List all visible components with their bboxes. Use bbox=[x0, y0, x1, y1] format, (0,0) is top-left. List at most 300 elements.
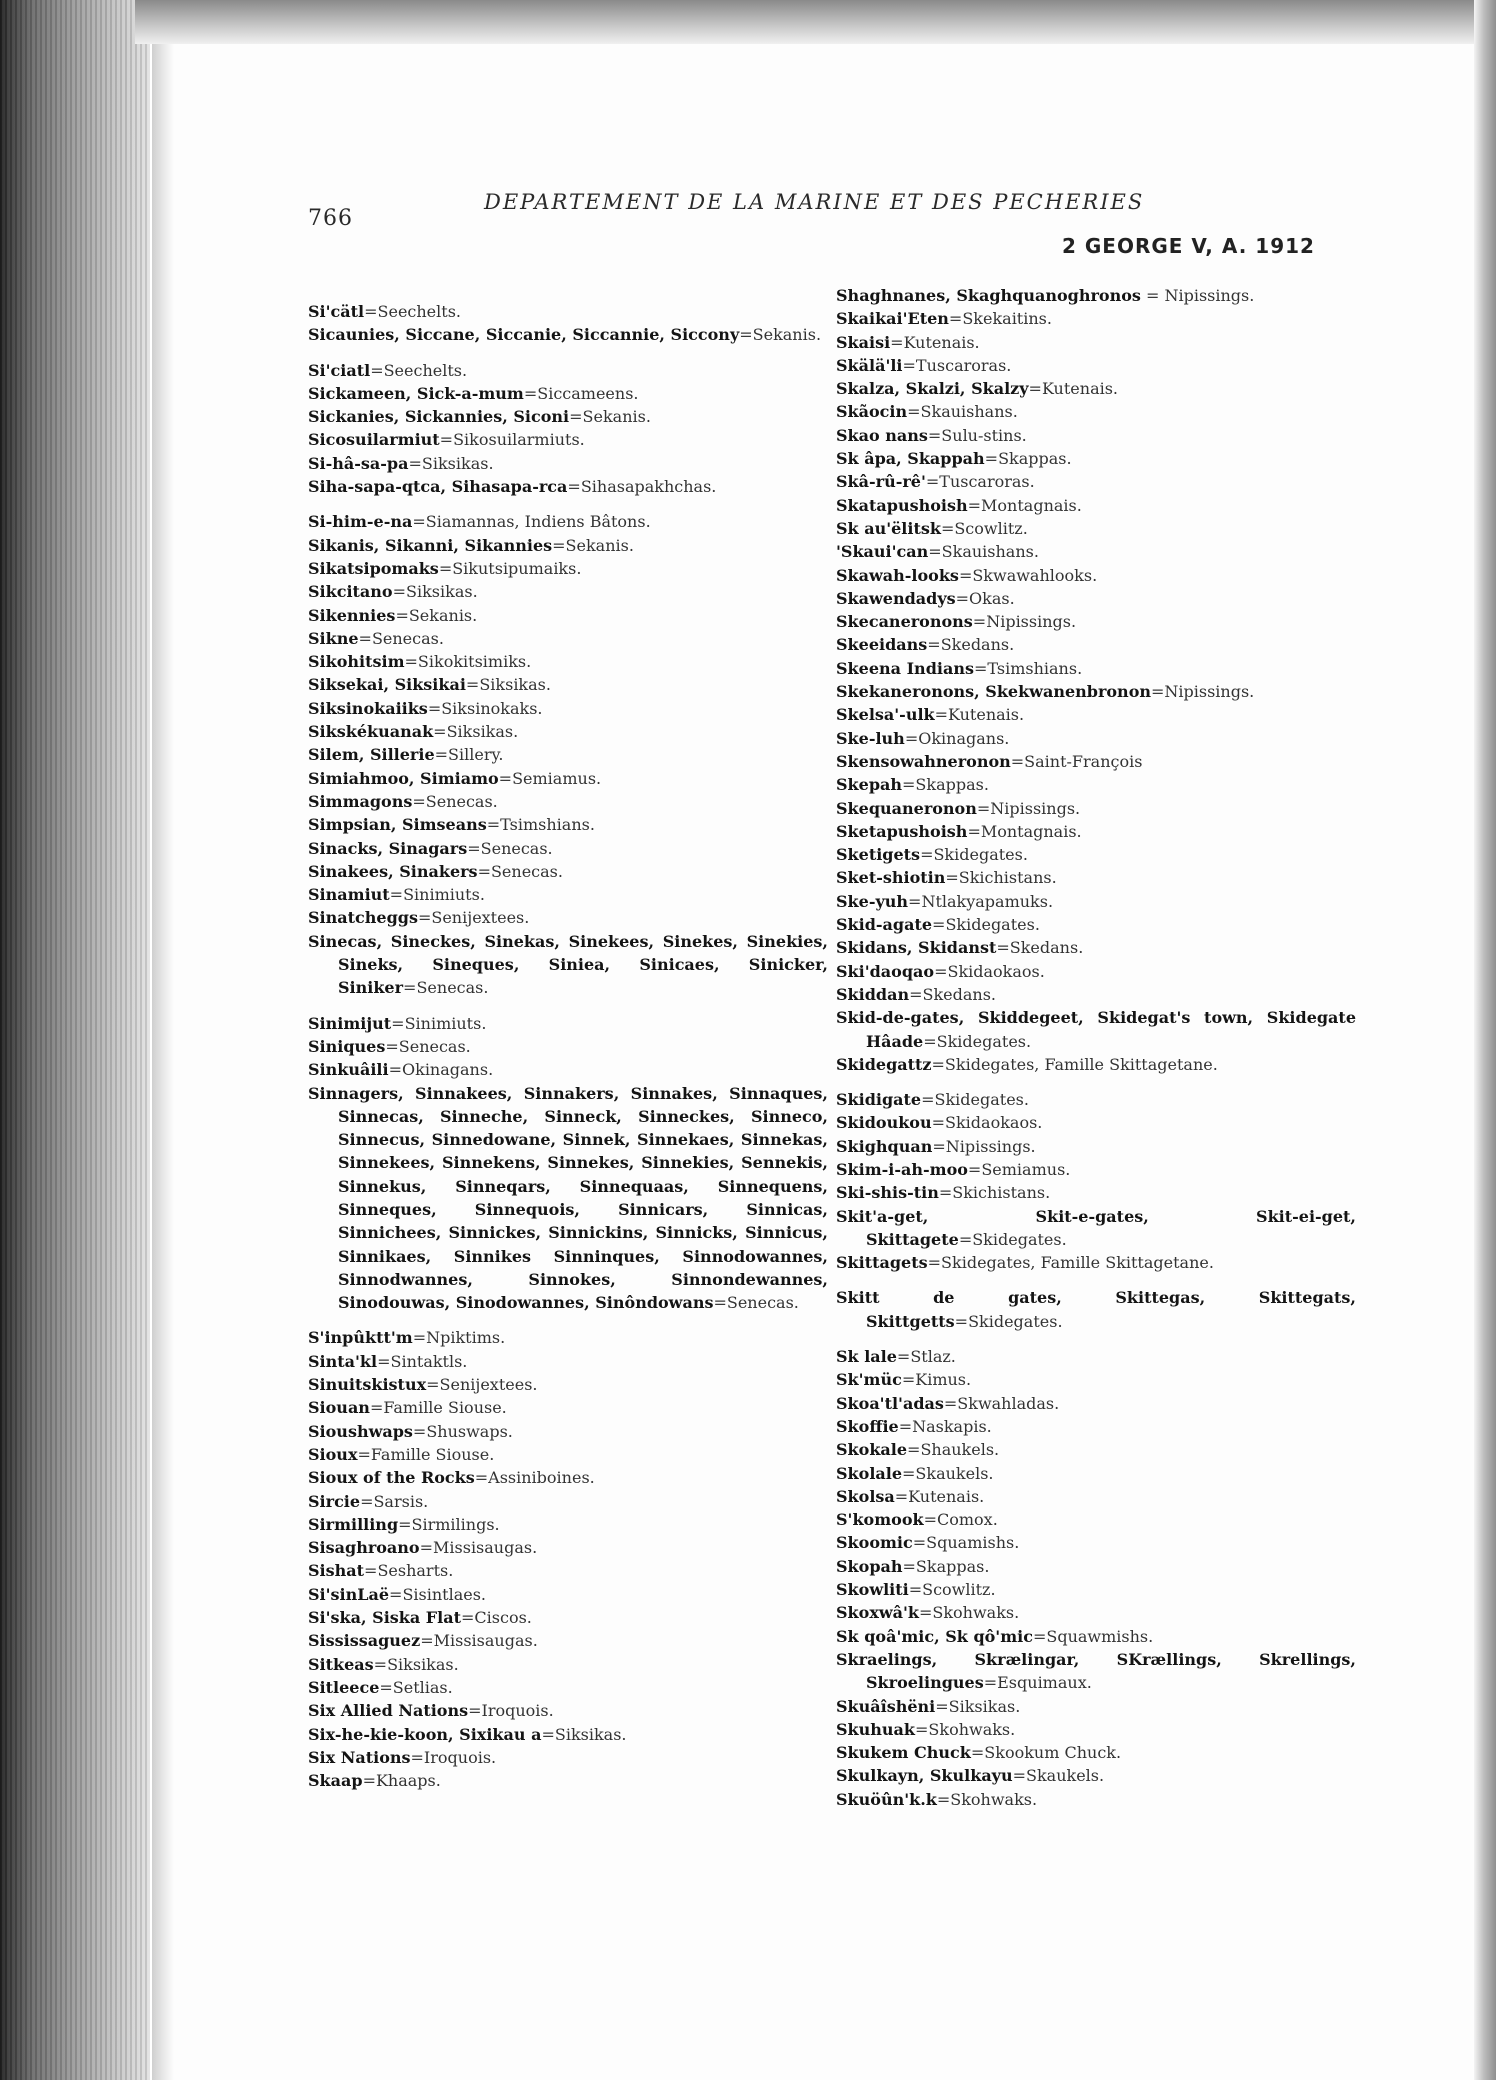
index-entry bbox=[836, 307, 1356, 330]
index-entry bbox=[836, 1764, 1356, 1787]
entry-term: Sikskékuanak bbox=[308, 722, 434, 742]
entry-term: Skidoukou bbox=[836, 1113, 932, 1133]
entry-reference: Khaaps. bbox=[375, 1771, 441, 1791]
entry-reference: Tuscaroras. bbox=[939, 472, 1035, 492]
index-entry bbox=[836, 470, 1356, 493]
entry-term: Skidegattz bbox=[836, 1054, 932, 1074]
equals-sign: = bbox=[932, 1136, 946, 1156]
index-entry bbox=[308, 1536, 828, 1559]
entry-term: Skidigate bbox=[836, 1090, 922, 1110]
entry-term: Skiddan bbox=[836, 984, 910, 1004]
left-column bbox=[308, 300, 828, 1792]
equals-sign: = bbox=[370, 360, 384, 380]
equals-sign: = bbox=[970, 1743, 985, 1763]
index-entry bbox=[836, 1088, 1356, 1111]
equals-sign: = bbox=[909, 984, 923, 1004]
entry-term: Sisaghroano bbox=[308, 1538, 420, 1558]
entry-reference: Skidegates. bbox=[934, 1090, 1029, 1110]
entry-term: Sishat bbox=[308, 1561, 365, 1581]
index-entry bbox=[308, 1723, 828, 1746]
index-entry bbox=[308, 510, 828, 533]
entry-term: Skao nans bbox=[836, 425, 928, 445]
equals-sign: = bbox=[890, 332, 904, 352]
index-entry bbox=[308, 557, 828, 580]
index-entry bbox=[836, 354, 1356, 377]
entry-term: Skittagets bbox=[836, 1253, 928, 1273]
index-entry bbox=[836, 773, 1356, 796]
entry-term: Six-he-kie-koon, Sixikau a bbox=[308, 1724, 542, 1744]
equals-sign: = bbox=[474, 1468, 489, 1488]
entry-reference: Sinimiuts. bbox=[404, 1013, 487, 1033]
equals-sign: = bbox=[967, 1159, 982, 1179]
entry-reference: Ciscos. bbox=[474, 1608, 532, 1628]
index-entry bbox=[308, 604, 828, 627]
entry-reference: Skookum Chuck. bbox=[984, 1743, 1122, 1763]
index-entry bbox=[308, 1629, 828, 1652]
equals-sign: = bbox=[898, 1416, 913, 1436]
entry-reference: Sekanis. bbox=[582, 407, 651, 427]
index-entry bbox=[308, 323, 828, 346]
entry-reference: Sikosuilarmiuts. bbox=[453, 430, 585, 450]
entry-reference: Shaukels. bbox=[920, 1440, 1000, 1460]
entry-reference: Seechelts. bbox=[377, 302, 461, 321]
entry-reference: Shuswaps. bbox=[426, 1421, 513, 1441]
index-entry bbox=[836, 1158, 1356, 1181]
entry-reference: Senecas. bbox=[398, 1036, 471, 1056]
equals-sign: = bbox=[984, 449, 999, 469]
equals-sign: = bbox=[931, 1113, 946, 1133]
entry-term: Silem, Sillerie bbox=[308, 745, 435, 765]
equals-sign: = bbox=[388, 1060, 402, 1080]
index-entry bbox=[308, 1396, 828, 1419]
entry-reference: Skappas. bbox=[915, 1556, 990, 1576]
index-entry bbox=[308, 1746, 828, 1769]
entry-reference: Npiktims. bbox=[426, 1328, 506, 1348]
entry-reference: Senecas. bbox=[490, 861, 563, 881]
entry-reference: Siamannas, Indiens Bâtons. bbox=[425, 512, 651, 532]
entry-reference: Sekanis. bbox=[565, 535, 634, 555]
index-entry bbox=[836, 960, 1356, 983]
entry-term: Skekaneronons, Skekwanenbronon bbox=[836, 682, 1151, 702]
equals-sign: = bbox=[902, 1463, 916, 1483]
equals-sign: = bbox=[404, 652, 418, 672]
entry-term: Sinta'kl bbox=[308, 1351, 378, 1371]
equals-sign: = bbox=[468, 1701, 482, 1721]
index-entry bbox=[308, 720, 828, 743]
entry-reference: Skappas. bbox=[915, 775, 989, 795]
entry-reference: Sillery. bbox=[448, 745, 504, 765]
index-entry bbox=[308, 743, 828, 766]
equals-sign: = bbox=[439, 430, 454, 450]
entry-reference: Skohwaks. bbox=[928, 1719, 1016, 1739]
entry-term: Sitkeas bbox=[308, 1654, 374, 1674]
index-entry bbox=[836, 1578, 1356, 1601]
equals-sign: = bbox=[923, 1510, 937, 1530]
index-entry bbox=[308, 300, 828, 323]
entry-reference: Kutenais. bbox=[1041, 379, 1119, 399]
entry-term: Skaap bbox=[308, 1771, 363, 1791]
equals-sign: = bbox=[983, 1673, 998, 1693]
entry-reference: Assiniboines. bbox=[488, 1468, 595, 1488]
equals-sign: = bbox=[928, 542, 942, 562]
equals-sign: = bbox=[935, 1696, 949, 1716]
index-entry bbox=[308, 1513, 828, 1536]
entry-term: Skighquan bbox=[836, 1136, 933, 1156]
entry-term: Sicosuilarmiut bbox=[308, 430, 440, 450]
index-entry bbox=[836, 1788, 1356, 1811]
entry-term: Ski'daoqao bbox=[836, 961, 935, 981]
entry-reference: Skauishans. bbox=[941, 542, 1039, 562]
equals-sign: = bbox=[412, 791, 426, 811]
equals-sign: = bbox=[901, 1370, 916, 1390]
index-entry bbox=[308, 883, 828, 906]
equals-sign: = bbox=[408, 453, 422, 473]
equals-sign: = bbox=[936, 1789, 951, 1809]
index-entry bbox=[836, 727, 1356, 750]
equals-sign: = bbox=[419, 1538, 434, 1558]
index-entry bbox=[308, 405, 828, 428]
index-entry bbox=[836, 1648, 1356, 1695]
index-entry bbox=[308, 837, 828, 860]
index-entry bbox=[836, 1205, 1356, 1252]
entry-term: Skequaneronon bbox=[836, 798, 977, 818]
entry-reference: Skidegates. bbox=[968, 1311, 1063, 1331]
entry-term: Siksekai, Siksikai bbox=[308, 675, 466, 695]
index-entry bbox=[836, 610, 1356, 633]
entry-term: Skoffie bbox=[836, 1416, 899, 1436]
index-entry bbox=[836, 587, 1356, 610]
index-entry bbox=[836, 890, 1356, 913]
index-entry bbox=[308, 1699, 828, 1722]
equals-sign: = bbox=[996, 938, 1010, 958]
entry-reference: Tsimshians. bbox=[987, 658, 1083, 678]
index-entry bbox=[836, 866, 1356, 889]
entry-term: Skit'a-get, Skit-e-gates, Skit-ei-get, Skittagete bbox=[836, 1206, 1356, 1249]
entry-reference: Sihasapakhchas. bbox=[580, 477, 717, 497]
entry-term: Ske-luh bbox=[836, 728, 905, 748]
index-entry bbox=[308, 580, 828, 603]
index-entry bbox=[308, 428, 828, 451]
index-entry bbox=[836, 284, 1356, 307]
entry-term: Sinakees, Sinakers bbox=[308, 861, 478, 881]
entry-term: Sketapushoish bbox=[836, 821, 968, 841]
entry-term: Skeena Indians bbox=[836, 658, 974, 678]
entry-reference: Tsimshians. bbox=[500, 815, 595, 835]
equals-sign: = bbox=[931, 1054, 945, 1074]
entry-term: Skaisi bbox=[836, 332, 891, 352]
index-entry bbox=[308, 1443, 828, 1466]
equals-sign: = bbox=[358, 628, 372, 648]
equals-sign: = bbox=[967, 495, 982, 515]
entry-term: Sinkuâili bbox=[308, 1060, 389, 1080]
equals-sign: = bbox=[932, 915, 946, 935]
index-entry bbox=[836, 1006, 1356, 1053]
entry-reference: Iroquois. bbox=[481, 1701, 554, 1721]
entry-reference: Siksikas. bbox=[948, 1696, 1021, 1716]
equals-sign: = bbox=[927, 425, 942, 445]
index-entry bbox=[836, 936, 1356, 959]
entry-reference: Sinimiuts. bbox=[403, 885, 485, 905]
entry-reference: Skidegates, Famille Skittagetane. bbox=[941, 1253, 1214, 1273]
entry-reference: Nipissings. bbox=[990, 798, 1081, 818]
equals-sign: = bbox=[410, 1747, 424, 1767]
entry-term: Ski-shis-tin bbox=[836, 1183, 939, 1203]
entry-reference: Okas. bbox=[969, 588, 1015, 608]
index-entry bbox=[308, 1466, 828, 1489]
entry-reference: Siccameens. bbox=[537, 383, 639, 403]
index-entry bbox=[836, 377, 1356, 400]
entry-term: Skelsa'-ulk bbox=[836, 705, 935, 725]
index-entry bbox=[836, 400, 1356, 423]
entry-term: Skolsa bbox=[836, 1486, 895, 1506]
entry-term: Si-him-e-na bbox=[308, 512, 413, 532]
index-entry bbox=[836, 1111, 1356, 1134]
entry-term: Sk âpa, Skappah bbox=[836, 449, 985, 469]
entry-reference: Setlias. bbox=[392, 1677, 453, 1697]
index-entry bbox=[308, 1490, 828, 1513]
entry-term: Skraelings, Skrælingar, SKrællings, Skrellings, Skroelingues bbox=[836, 1649, 1356, 1693]
entry-term: Ske-yuh bbox=[836, 891, 909, 911]
entry-term: Sinimijut bbox=[308, 1013, 392, 1033]
session-label: 2 GEORGE V, A. 1912 bbox=[1062, 234, 1315, 258]
entry-term: Si'cätl bbox=[308, 302, 365, 321]
equals-sign: = bbox=[934, 961, 948, 981]
entry-term: Si'sinLaë bbox=[308, 1584, 390, 1604]
equals-sign: = bbox=[426, 1375, 440, 1395]
entry-term: Skãocin bbox=[836, 402, 908, 422]
index-entry bbox=[308, 1373, 828, 1396]
equals-sign: = bbox=[954, 1311, 969, 1331]
entry-reference: Nipissings. bbox=[1164, 286, 1255, 305]
entry-term: Sinuitskistux bbox=[308, 1375, 427, 1395]
index-entry bbox=[836, 750, 1356, 773]
entry-reference: Skidegates. bbox=[972, 1229, 1067, 1249]
entry-term: Siniques bbox=[308, 1036, 386, 1056]
equals-sign: = bbox=[364, 1561, 378, 1581]
equals-sign: = bbox=[420, 1631, 434, 1651]
entry-term: Sississaguez bbox=[308, 1631, 421, 1651]
entry-term: Sketigets bbox=[836, 845, 921, 865]
entry-reference: Skedans. bbox=[922, 984, 997, 1004]
entry-term: Shaghnanes, Skaghquanoghronos bbox=[836, 286, 1141, 305]
entry-reference: Siksikas. bbox=[421, 453, 494, 473]
entry-term: Skatapushoish bbox=[836, 495, 968, 515]
index-entry bbox=[308, 1420, 828, 1443]
index-entry bbox=[836, 1251, 1356, 1274]
entry-term: Six Allied Nations bbox=[308, 1701, 469, 1721]
index-entry bbox=[836, 1392, 1356, 1415]
index-entry bbox=[836, 1718, 1356, 1741]
index-entry bbox=[836, 797, 1356, 820]
entry-reference: Sekanis. bbox=[752, 325, 822, 345]
entry-term: Skulkayn, Skulkayu bbox=[836, 1766, 1013, 1786]
entry-term: Skâ-rû-rê' bbox=[836, 472, 926, 492]
entry-reference: Skidegates, Famille Skittagetane. bbox=[944, 1054, 1218, 1074]
entry-reference: Sulu-stins. bbox=[941, 425, 1027, 445]
index-entry bbox=[308, 534, 828, 557]
entry-term: Skuöûn'k.k bbox=[836, 1789, 937, 1809]
entry-term: Skitt de gates, Skittegas, Skittegats, Skittgetts bbox=[836, 1288, 1356, 1331]
page-number: 766 bbox=[308, 206, 353, 231]
equals-sign: = bbox=[1032, 1626, 1047, 1646]
entry-term: Sicaunies, Siccane, Siccanie, Siccannie, Siccony bbox=[308, 325, 740, 345]
entry-reference: Skekaitins. bbox=[962, 309, 1052, 329]
equals-sign: = bbox=[713, 1293, 727, 1313]
entry-term: Skuhuak bbox=[836, 1719, 915, 1739]
entry-reference: Scowlitz. bbox=[922, 1580, 996, 1600]
equals-sign: = bbox=[967, 821, 981, 841]
index-entry bbox=[836, 1601, 1356, 1624]
entry-reference: Skidegates. bbox=[945, 915, 1040, 935]
index-entry bbox=[836, 1286, 1356, 1333]
entry-term: Skepah bbox=[836, 775, 903, 795]
equals-sign: = bbox=[389, 1584, 403, 1604]
entry-reference: Scowlitz. bbox=[954, 518, 1028, 538]
index-entry bbox=[308, 1082, 828, 1315]
entry-reference: Famille Siouse. bbox=[370, 1444, 495, 1464]
index-entry bbox=[836, 657, 1356, 680]
entry-reference: Skwahladas. bbox=[957, 1393, 1060, 1413]
index-entry bbox=[836, 1508, 1356, 1531]
entry-term: Sikatsipomaks bbox=[308, 558, 439, 578]
entry-reference: Siksikas. bbox=[406, 582, 478, 602]
entry-term: Skid-de-gates, Skiddegeet, Skidegat's town, Skidegate Hâade bbox=[836, 1008, 1356, 1051]
entry-term: Sikohitsim bbox=[308, 652, 405, 672]
index-entry bbox=[308, 1012, 828, 1035]
entry-reference: Senecas. bbox=[371, 628, 444, 648]
equals-sign: = bbox=[973, 658, 988, 678]
equals-sign: = bbox=[438, 558, 453, 578]
index-entry bbox=[308, 359, 828, 382]
entry-term: Skukem Chuck bbox=[836, 1743, 971, 1763]
entry-term: Sk qoâ'mic, Sk qô'mic bbox=[836, 1626, 1033, 1646]
equals-sign: = bbox=[377, 1351, 391, 1371]
equals-sign: = bbox=[417, 908, 432, 928]
index-entry bbox=[308, 452, 828, 475]
entry-reference: Senijextees. bbox=[439, 1375, 538, 1395]
entry-reference: Semiamus. bbox=[981, 1159, 1071, 1179]
equals-sign: = bbox=[385, 1036, 399, 1056]
equals-sign: = bbox=[904, 728, 919, 748]
index-entry bbox=[308, 1676, 828, 1699]
entry-term: Skuâîshëni bbox=[836, 1696, 936, 1716]
equals-sign: = bbox=[902, 1556, 916, 1576]
entry-term: Sitleece bbox=[308, 1677, 380, 1697]
entry-term: Skeeidans bbox=[836, 635, 928, 655]
entry-term: Sirmilling bbox=[308, 1514, 399, 1534]
entry-reference: Sikokitsimiks. bbox=[417, 652, 532, 672]
equals-sign: = bbox=[373, 1654, 388, 1674]
equals-sign: = bbox=[541, 1724, 555, 1744]
entry-term: Skoxwâ'k bbox=[836, 1603, 919, 1623]
equals-sign: = bbox=[908, 891, 922, 911]
index-entry bbox=[836, 424, 1356, 447]
equals-sign: = bbox=[412, 1421, 427, 1441]
entry-reference: Esquimaux. bbox=[997, 1673, 1092, 1693]
entry-reference: Skichistans. bbox=[958, 868, 1057, 888]
index-entry bbox=[308, 673, 828, 696]
book-page-edges bbox=[0, 0, 150, 2080]
entry-reference: Sisintlaes. bbox=[402, 1584, 487, 1604]
equals-sign: = bbox=[369, 1398, 384, 1418]
index-entry bbox=[836, 1695, 1356, 1718]
entry-reference: Saint-François bbox=[1024, 751, 1143, 771]
entry-term: Skälä'li bbox=[836, 355, 903, 375]
entry-reference: Senecas. bbox=[416, 978, 489, 998]
equals-sign: = bbox=[461, 1608, 475, 1628]
entry-term: Sikanis, Sikanni, Sikannies bbox=[308, 535, 553, 555]
entry-reference: Kutenais. bbox=[903, 332, 980, 352]
equals-sign: = bbox=[1010, 751, 1025, 771]
equals-sign: = bbox=[389, 885, 404, 905]
equals-sign: = bbox=[392, 582, 407, 602]
entry-reference: Siksikas. bbox=[479, 675, 551, 695]
equals-sign: = bbox=[360, 1491, 374, 1511]
entry-reference: Skohwaks. bbox=[932, 1603, 1020, 1623]
entry-reference: Sarsis. bbox=[373, 1491, 429, 1511]
equals-sign: = bbox=[395, 605, 409, 625]
entry-term: Skawah-looks bbox=[836, 565, 959, 585]
entry-reference: Skidegates. bbox=[936, 1031, 1032, 1051]
book-top-edge bbox=[135, 0, 1496, 44]
entry-term: Sioux bbox=[308, 1444, 358, 1464]
entry-reference: Skidegates. bbox=[933, 845, 1028, 865]
entry-reference: Senecas. bbox=[425, 791, 498, 811]
entry-term: Sinacks, Sinagars bbox=[308, 838, 468, 858]
entry-term: Skaikai'Eten bbox=[836, 309, 949, 329]
index-entry bbox=[308, 1606, 828, 1629]
entry-reference: Skedans. bbox=[1009, 938, 1084, 958]
equals-sign: = bbox=[427, 698, 442, 718]
equals-sign: = bbox=[923, 1031, 937, 1051]
equals-sign: = bbox=[943, 1393, 958, 1413]
equals-sign: = bbox=[412, 1328, 427, 1348]
running-head: DEPARTEMENT DE LA MARINE ET DES PECHERIES bbox=[484, 190, 1145, 214]
entry-term: Skokale bbox=[836, 1440, 908, 1460]
equals-sign: = bbox=[434, 745, 449, 765]
entry-reference: Squamishs. bbox=[926, 1533, 1020, 1553]
index-entry bbox=[308, 382, 828, 405]
equals-sign: = bbox=[915, 1719, 929, 1739]
index-entry bbox=[308, 1035, 828, 1058]
index-entry bbox=[308, 697, 828, 720]
index-entry bbox=[308, 1326, 828, 1349]
equals-sign: = bbox=[498, 768, 513, 788]
entry-term: Skoomic bbox=[836, 1533, 913, 1553]
index-entry bbox=[836, 820, 1356, 843]
index-entry bbox=[308, 1350, 828, 1373]
entry-reference: Siksikas. bbox=[446, 722, 519, 742]
equals-sign: = bbox=[357, 1444, 371, 1464]
entry-reference: Nipissings. bbox=[1164, 682, 1255, 702]
entry-reference: Stlaz. bbox=[910, 1347, 956, 1367]
equals-sign: = bbox=[486, 815, 501, 835]
index-entry bbox=[836, 1181, 1356, 1204]
entry-reference: Senecas. bbox=[726, 1293, 799, 1313]
entry-reference: Comox. bbox=[936, 1510, 998, 1530]
entry-reference: Skohwaks. bbox=[950, 1789, 1038, 1809]
entry-term: Skowliti bbox=[836, 1580, 909, 1600]
entry-reference: Skwawahlooks. bbox=[972, 565, 1098, 585]
equals-sign: = bbox=[938, 1183, 953, 1203]
index-entry bbox=[308, 906, 828, 929]
entry-reference: Missisaugas. bbox=[433, 1538, 538, 1558]
equals-sign: = bbox=[927, 635, 941, 655]
equals-sign: = bbox=[976, 798, 991, 818]
equals-sign: = bbox=[948, 309, 963, 329]
index-entry bbox=[836, 1345, 1356, 1368]
index-entry bbox=[836, 843, 1356, 866]
